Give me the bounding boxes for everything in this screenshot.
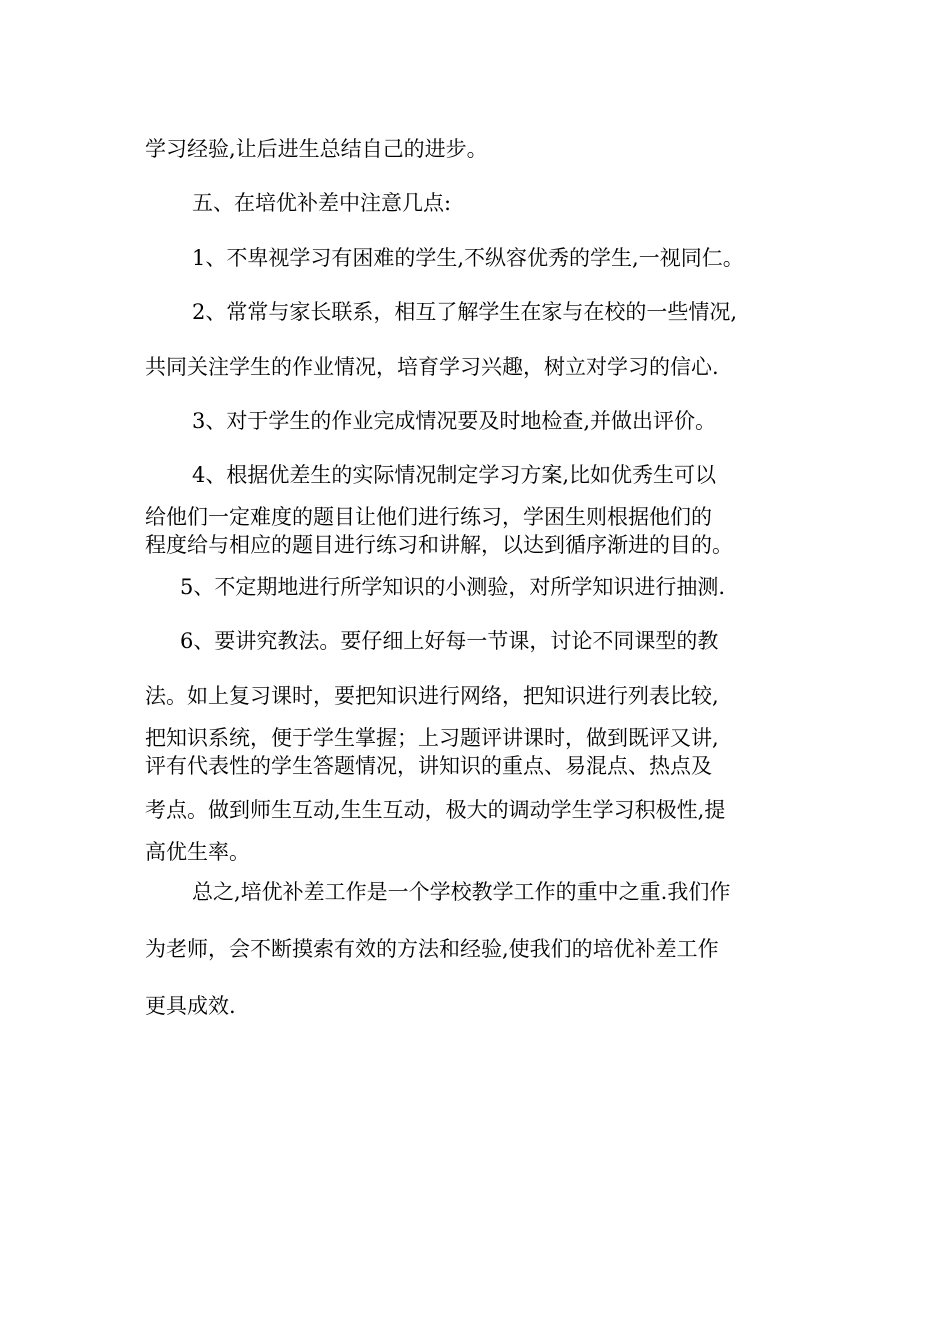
text-line: 总之,培优补差工作是一个学校教学工作的重中之重.我们作 (192, 880, 731, 904)
section-heading: 五、在培优补差中注意几点: (192, 191, 452, 215)
text-line: 5、不定期地进行所学知识的小测验，对所学知识进行抽测. (180, 575, 726, 599)
text-line: 考点。做到师生互动,生生互动，极大的调动学生学习积极性,提 (145, 798, 726, 822)
text-line: 3、对于学生的作业完成情况要及时地检查,并做出评价。 (192, 409, 717, 433)
text-line: 评有代表性的学生答题情况，讲知识的重点、易混点、热点及 (145, 754, 712, 778)
text-line: 为老师，会不断摸索有效的方法和经验,使我们的培优补差工作 (145, 937, 719, 961)
text-line: 学习经验,让后进生总结自己的进步。 (145, 137, 488, 161)
text-line: 4、根据优差生的实际情况制定学习方案,比如优秀生可以 (192, 463, 717, 487)
text-line: 2、常常与家长联系，相互了解学生在家与在校的一些情况, (192, 300, 738, 324)
text-line: 共同关注学生的作业情况，培育学习兴趣，树立对学习的信心. (145, 355, 719, 379)
text-line: 程度给与相应的题目进行练习和讲解，以达到循序渐进的目的。 (145, 533, 733, 557)
text-line: 法。如上复习课时，要把知识进行网络，把知识进行列表比较, (145, 684, 719, 708)
text-line: 6、要讲究教法。要仔细上好每一节课，讨论不同课型的教 (180, 629, 719, 653)
text-line: 给他们一定难度的题目让他们进行练习，学困生则根据他们的 (145, 505, 712, 529)
text-line: 更具成效. (145, 994, 236, 1018)
text-line: 高优生率。 (145, 840, 250, 864)
text-line: 1、不卑视学习有困难的学生,不纵容优秀的学生,一视同仁。 (192, 246, 744, 270)
text-line: 把知识系统，便于学生掌握；上习题评讲课时，做到既评又讲, (145, 726, 719, 750)
